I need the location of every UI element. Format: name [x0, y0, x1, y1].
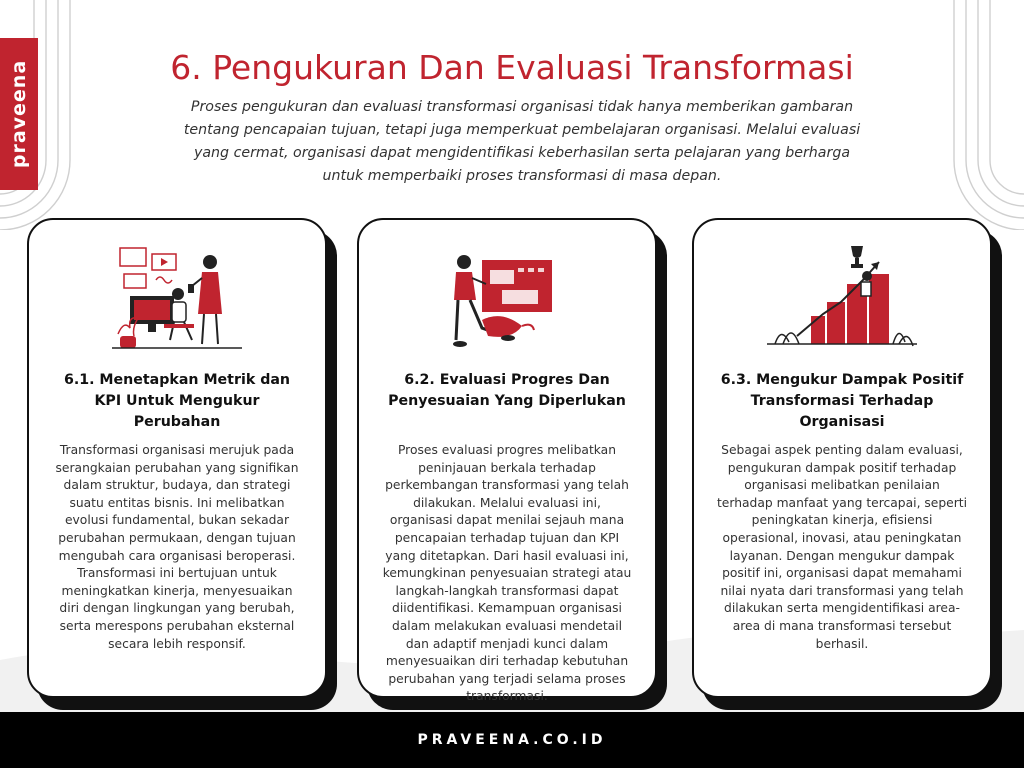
card-body: Sebagai aspek penting dalam evaluasi, pengukuran dampak positif terhadap organisasi melibatkan penilaian terhadap manfaat yang tercapai, seperti peningkatan kinerja, efisiensi operasional, inovasi, atau peningkatan layanan. Dengan mengukur dampak positif ini, organisasi dapat memahami nilai nyata dari transformasi yang telah dilakukan serta mengidentifikasi area-area di mana transformasi tersebut berhasil.: [716, 443, 968, 651]
card-title: 6.1. Menetapkan Metrik dan KPI Untuk Mengukur Perubahan: [63, 372, 291, 430]
card-panel: [692, 218, 992, 698]
decorative-arcs-right: [934, 0, 1024, 230]
brand-logo-text: praveena: [8, 59, 30, 169]
card-title: 6.3. Mengukur Dampak Positif Transformasi Terhadap Organisasi: [720, 372, 964, 430]
footer-bar: [0, 712, 1024, 768]
card-impact: [692, 218, 992, 698]
card-title: 6.2. Evaluasi Progres Dan Penyesuaian Yang Diperlukan: [388, 372, 626, 409]
footer-website-link[interactable]: PRAVEENA.CO.ID: [417, 732, 607, 748]
card-panel: [27, 218, 327, 698]
growth-chart-illustration-icon: [767, 240, 917, 352]
card-kpi: [27, 218, 327, 698]
card-body: Proses evaluasi progres melibatkan peninjauan berkala terhadap perkembangan transformasi yang telah dilakukan. Melalui evaluasi ini, organisasi dapat menilai sejauh mana pencapaian terhadap tujuan dan KPI yang ditetapkan. Dari hasil evaluasi ini, kemungkinan penyesuaian strategi atau langkah-langkah transformasi dapat diidentifikasi. Kemampuan organisasi dalam melakukan evaluasi mendetail dan adaptif menjadi kunci dalam menyesuaikan diri terhadap kebutuhan perubahan yang terjadi selama proses transformasi.: [382, 443, 632, 704]
team-kpi-illustration-icon: [112, 240, 242, 352]
card-panel: [357, 218, 657, 704]
page-subtitle: Proses pengukuran dan evaluasi transformasi organisasi tidak hanya memberikan gambaran tentang pencapaian tujuan, tetapi juga memperkuat pembelajaran organisasi. Melalui evaluasi yang cermat, organisasi dapat mengidentifikasi keberhasilan serta pelajaran yang berharga untuk memperbaiki proses transformasi di masa depan.: [183, 99, 861, 184]
card-body: Transformasi organisasi merujuk pada serangkaian perubahan yang signifikan dalam struktur, budaya, dan strategi suatu entitas bisnis. Ini melibatkan evolusi fundamental, bukan sekadar perubahan permukaan, dengan tujuan mengubah cara organisasi beroperasi. Transformasi ini bertujuan untuk meningkatkan kinerja, menyesuaikan diri dengan lingkungan yang berubah, serta merespons perubahan eksternal secara lebih responsif.: [55, 443, 299, 651]
page-title: 6. Pengukuran Dan Evaluasi Transformasi: [170, 48, 854, 87]
card-progress: [357, 218, 657, 704]
progress-evaluation-illustration-icon: [442, 240, 572, 352]
